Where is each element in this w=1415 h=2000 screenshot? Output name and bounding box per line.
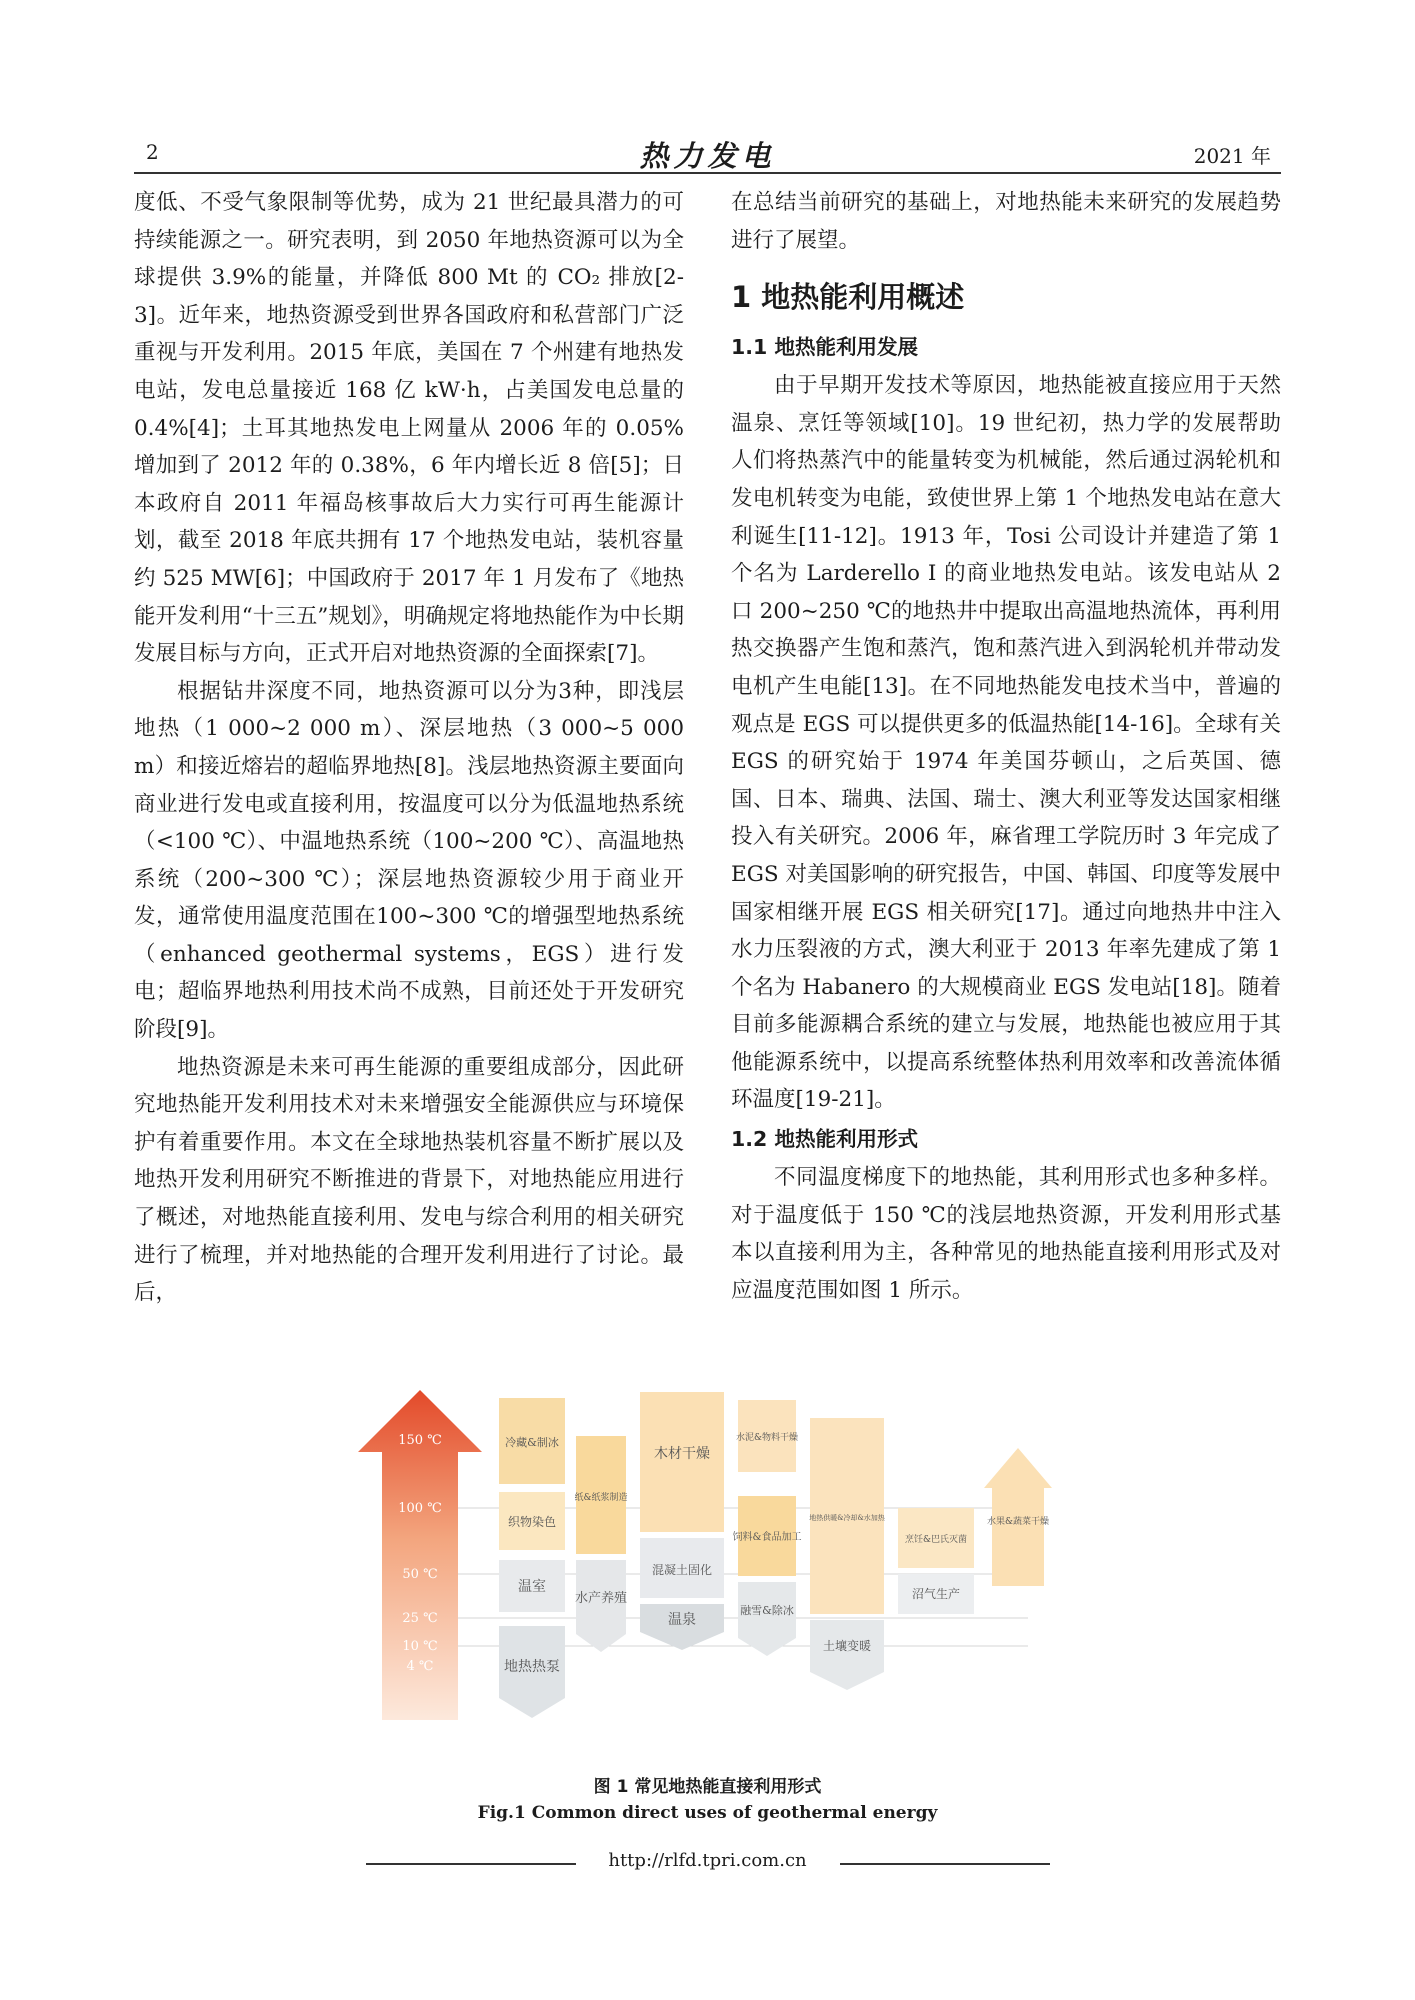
use-label: 沼气生产 <box>911 1587 961 1601</box>
page-number: 2 <box>146 140 159 164</box>
use-label: 地热热泵 <box>504 1659 560 1675</box>
use-label: 冷藏&制冰 <box>505 1436 559 1449</box>
caption-cn: 图 1 常见地热能直接利用形式 <box>593 1777 822 1797</box>
use-label: 木材干燥 <box>654 1446 710 1462</box>
page-footer <box>0 1850 1415 1880</box>
use-label: 水果&蔬菜干燥 <box>986 1517 1050 1527</box>
use-label: 融雪&除冰 <box>740 1604 794 1617</box>
left-column <box>134 184 684 1312</box>
paragraph: 由于早期开发技术等原因，地热能被直接应用于天然温泉、烹饪等领域[10]。19 世纪初，热力学的发展帮助人们将热蒸汽中的能量转变为机械能，然后通过涡轮机和发电机转变为电能，致使世界上第 1 个地热发电站在意大利诞生[11-12]。1913 年，Tosi 公司设计并建造了第 1 个名为 Larderello I 的商业地热发电站。该发电站从 2 口 200~250 ℃的地热井中提取出高温地热流体，再利用热交换器产生饱和蒸汽，饱和蒸汽进入到涡轮机并带动发电机产生电能[13]。在不同地热能发电技术当中，普遍的观点是 EGS 可以提供更多的低温热能[14-16]。全球有关 EGS 的研究始于 1974 年美国芬顿山，之后英国、德国、日本、瑞典、法国、瑞士、澳大利亚等发达国家相继投入有关研究。2006 年，麻省理工学院历时 3 年完成了 EGS 对美国影响的研究报告，中国、韩国、印度等发展中国家相继开展 EGS 相关研究[17]。通过向地热井中注入水力压裂液的方式，澳大利亚于 2013 年率先建成了第 1 个名为 Habanero 的大规模商业 EGS 发电站[18]。随着目前多能源耦合系统的建立与发展，地热能也被应用于其他能源系统中，以提高系统整体热利用效率和改善流体循环温度[19-21]。 <box>731 373 1281 1113</box>
temp-label: 25 ℃ <box>402 1611 438 1626</box>
temp-label: 150 ℃ <box>398 1433 442 1448</box>
section-title: 1 地热能利用概述 <box>731 280 965 315</box>
running-header <box>134 134 1281 174</box>
use-label: 水泥&物料干燥 <box>735 1433 799 1443</box>
paragraph: 在总结当前研究的基础上，对地热能未来研究的发展趋势进行了展望。 <box>731 190 1281 253</box>
use-label: 纸&纸浆制造 <box>574 1493 628 1503</box>
use-label: 饲料&食品加工 <box>732 1532 802 1543</box>
use-label: 地热供暖&冷却&水加热 <box>809 1514 885 1522</box>
figure-caption <box>0 1772 1415 1823</box>
use-label: 水产养殖 <box>574 1591 628 1606</box>
subsection-title: 1.1 地热能利用发展 <box>731 335 918 360</box>
subsection-title: 1.2 地热能利用形式 <box>731 1127 918 1152</box>
temp-label: 100 ℃ <box>398 1501 442 1516</box>
temp-label: 4 ℃ <box>406 1659 434 1674</box>
use-label: 混凝土固化 <box>651 1563 713 1577</box>
paragraph: 根据钻井深度不同，地热资源可以分为3种，即浅层地热（1 000~2 000 m）、深层地热（3 000~5 000 m）和接近熔岩的超临界地热[8]。浅层地热资源主要面向商业进行发电或直接利用，按温度可以分为低温地热系统（<100 ℃）、中温地热系统（100~200 ℃）、高温地热系统（200~300 ℃）；深层地热资源较少用于商业开发，通常使用温度范围在100~300 ℃的增强型地热系统（enhanced geothermal systems，EGS）进行发电；超临界地热利用技术尚不成熟，目前还处于开发研究阶段[9]。 <box>134 678 684 1043</box>
caption-en: Fig.1 Common direct uses of geothermal energy <box>477 1803 938 1823</box>
footer-rule <box>840 1863 1050 1865</box>
year: 2021 年 <box>1193 144 1271 168</box>
use-label: 土壤变暖 <box>822 1639 872 1653</box>
journal-title: 热力发电 <box>639 139 776 173</box>
use-label: 温泉 <box>668 1612 696 1628</box>
paragraph: 地热资源是未来可再生能源的重要组成部分，因此研究地热能开发利用技术对未来增强安全能源供应与环境保护有着重要作用。本文在全球地热装机容量不断扩展以及地热开发利用研究不断推进的背景下，对地热能应用进行了概述，对地热能直接利用、发电与综合利用的相关研究进行了梳理，并对地热能的合理开发利用进行了讨论。最后， <box>134 1054 684 1306</box>
use-label: 烹饪&巴氏灭菌 <box>904 1535 968 1545</box>
temp-label: 10 ℃ <box>402 1639 438 1654</box>
temp-label: 50 ℃ <box>402 1567 438 1582</box>
figure-1 <box>358 1388 1078 1728</box>
journal-url[interactable]: http://rlfd.tpri.com.cn <box>608 1850 807 1871</box>
right-column <box>731 184 1281 1309</box>
paragraph: 不同温度梯度下的地热能，其利用形式也多种多样。对于温度低于 150 ℃的浅层地热资源，开发利用形式基本以直接利用为主，各种常见的地热能直接利用形式及对应温度范围如图 1 所示。 <box>731 1165 1281 1303</box>
use-block-wood <box>640 1392 724 1532</box>
paragraph: 度低、不受气象限制等优势，成为 21 世纪最具潜力的可持续能源之一。研究表明，到 2050 年地热资源可以为全球提供 3.9%的能量，并降低 800 Mt 的 CO₂ 排放[2-3]。近年来，地热资源受到世界各国政府和私营部门广泛重视与开发利用。2015 年底，美国在 7 个州建有地热发电站，发电总量接近 168 亿 kW·h，占美国发电总量的 0.4%[4]；土耳其地热发电上网量从 2006 年的 0.05%增加到了 2012 年的 0.38%，6 年内增长近 8 倍[5]；日本政府自 2011 年福岛核事故后大力实行可再生能源计划，截至 2018 年底共拥有 17 个地热发电站，装机容量约 525 MW[6]；中国政府于 2017 年 1 月发布了《地热能开发利用“十三五”规划》，明确规定将地热能作为中长期发展目标与方向，正式开启对地热资源的全面探索[7]。 <box>134 190 684 667</box>
use-label: 温室 <box>518 1579 546 1595</box>
use-label: 织物染色 <box>507 1515 557 1529</box>
